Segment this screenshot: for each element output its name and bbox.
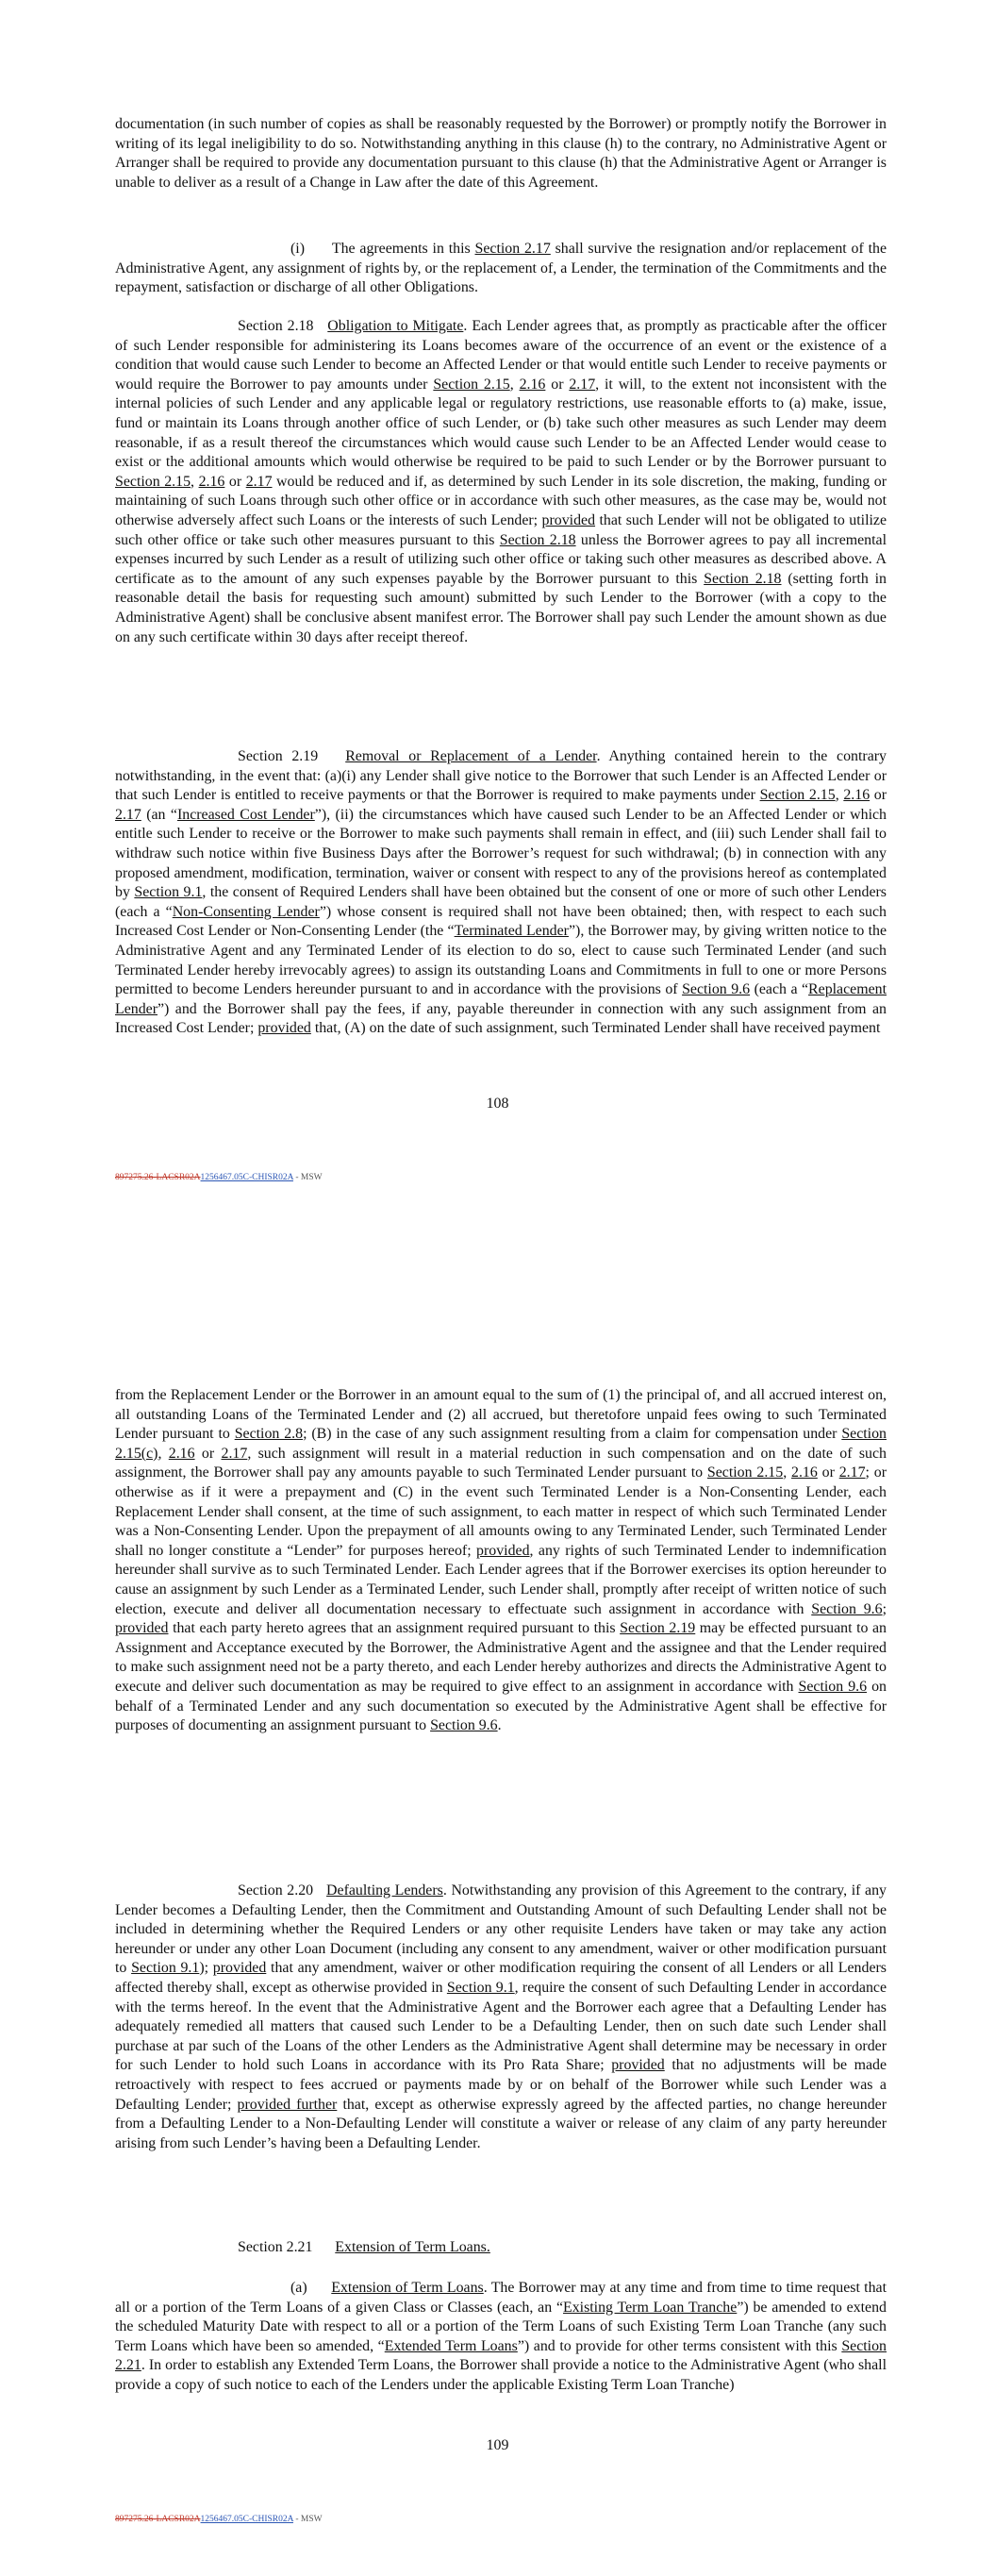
section-ref[interactable]: Section 2.15 — [759, 787, 836, 804]
section-title: Removal or Replacement of a Lender — [345, 748, 597, 764]
section-ref[interactable]: 2.16 — [791, 1464, 818, 1481]
paragraph-i — [115, 240, 887, 298]
section-ref[interactable]: Section 2.18 — [499, 531, 576, 548]
footer-suffix: - MSW — [292, 1173, 323, 1182]
defined-term: Existing Term Loan Tranche — [563, 2299, 738, 2316]
text: , the consent of Required Lenders shall have been obtained but the consent of one or more of such other Lenders (each a “ — [115, 884, 887, 920]
section-ref[interactable]: Section 9.6 — [430, 1717, 498, 1734]
text: that, except as otherwise expressly agreed by the affected parties, no change hereunder from a Defaulting Lender to a Non-Defaulting Lender will constitute a waiver or release of any claim of any party hereunder arising from such Lender’s having been a Defaulting Lender. — [115, 2096, 887, 2151]
text: ”), (ii) the circumstances which have caused such Lender to be an Affected Lender or which entitle such Lender to receive or the Borrower to make such payments shall remain in effect, and (iii) such Lender shall fail to withdraw such notice within five Business Days after the Borrower’s request for such withdrawal; (b) in connection with any proposed amendment, modification, termination, waiver or consent with respect to any of the provisions hereof as contemplated by — [115, 806, 887, 901]
section-number: Section 2.19 — [238, 748, 346, 764]
text: (an “ — [141, 806, 177, 823]
section-ref[interactable]: 2.17 — [569, 376, 596, 393]
text: that, (A) on the date of such assignment, such Terminated Lender shall have received payment — [310, 1020, 881, 1037]
section-ref[interactable]: Section 2.15 — [433, 376, 510, 393]
text: . In order to establish any Extended Term Loans, the Borrower shall provide a notice to the Administrative Agent (who shall provide a copy of such notice to each of the Lenders under the applicable Existing Term Loan Tranche) — [115, 2357, 887, 2393]
inserted-doc-id: 1256467.05C-CHISR02A — [200, 1173, 293, 1182]
document-footer-id — [115, 2515, 323, 2524]
text: or — [224, 473, 246, 490]
text: , — [158, 1445, 169, 1462]
section-ref[interactable]: 2.16 — [843, 787, 871, 804]
text: ”) whose consent is required shall not have been obtained; then, with respect to each such Increased Cost Lender or Non-Consenting Lender (the “ — [115, 903, 887, 940]
paragraph-continuation — [115, 115, 887, 192]
defined-term: Non-Consenting Lender — [172, 903, 320, 920]
defined-term: Extended Term Loans — [384, 2337, 518, 2354]
section-ref[interactable]: 2.17 — [221, 1445, 248, 1462]
text: on behalf of a Terminated Lender and any such documentation so executed by the Administrative Agent shall be effective for purposes of documenting an assignment pursuant to — [115, 1678, 887, 1734]
proviso-term: provided — [212, 1960, 267, 1977]
text: , any rights of such Terminated Lender to indemnification hereunder shall survive as to such Terminated Lender. Each Lender agrees that if the Borrower exercises its option hereunder to cause an assignment by such Lender as a Terminated Lender, such Lender shall, promptly after receipt of written notice of such election, execute and deliver all documentation necessary to effectuate such assignment in accordance with — [115, 1542, 887, 1617]
proviso-term: provided — [257, 1020, 311, 1037]
section-ref[interactable]: Section 9.1 — [446, 1979, 515, 1996]
text: would be reduced and if, as determined by such Lender in its sole discretion, the making, funding or maintaining of such Loans through such other office or in accordance with such other measures, as the case may be, would not otherwise adversely affect such Loans or the interests of such Lender; — [115, 473, 887, 528]
text: unless the Borrower agrees to pay all incremental expenses incurred by such Lender as a result of utilizing such other office or taking such other measures as described above. A certificate as to the amount of any such expenses payable by the Borrower pursuant to this — [115, 531, 887, 587]
section-ref[interactable]: Section 2.19 — [620, 1620, 696, 1637]
section-ref[interactable]: 2.17 — [838, 1464, 866, 1481]
section-ref[interactable]: Section 9.6 — [811, 1600, 883, 1617]
section-ref[interactable]: Section 9.6 — [798, 1678, 868, 1695]
text: . The Borrower may at any time and from time to time request that all or a portion of the Term Loans of a given Class or Classes (each, an “ — [115, 2280, 887, 2316]
proviso-term: provided — [476, 1542, 530, 1559]
section-number: Section 2.18 — [238, 318, 328, 334]
inserted-doc-id: 1256467.05C-CHISR02A — [200, 2515, 293, 2524]
text: ”) and the Borrower shall pay the fees, if any, payable thereunder in connection with any such assignment from an Increased Cost Lender; — [115, 1000, 887, 1037]
paragraph-i-lead: (i) The agreements in this — [290, 241, 475, 257]
text: , such assignment will result in a material reduction in such compensation and on the date of such assignment, the Borrower shall pay any amounts payable to such Terminated Lender pursuant to — [115, 1445, 887, 1481]
text: ; — [882, 1600, 887, 1617]
proviso-term: provided — [541, 511, 596, 528]
section-ref[interactable]: 2.16 — [519, 376, 546, 393]
footer-suffix: - MSW — [292, 2515, 323, 2524]
text: ”), the Borrower may, by giving written notice to the Administrative Agent and any Terminated Lender of its election to do so, elect to cause such Terminated Lender (and such Terminated Lender hereby irrevocably agrees) to assign its outstanding Loans and Commitments in full to one or more Persons permitted to become Lenders hereunder pursuant to and in accordance with the provisions of — [115, 923, 887, 998]
text: that any amendment, waiver or other modification requiring the consent of all Lenders or all Lenders affected thereby shall, except as otherwise provided in — [115, 1960, 887, 1996]
section-2-19 — [115, 747, 887, 1039]
text: . Each Lender agrees that, as promptly as practicable after the officer of such Lender responsible for administering its Loans becomes aware of the occurrence of an event or the existence of a condition that would cause such Lender to become an Affected Lender or that would entitle such Lender to receive payments or would require the Borrower to pay amounts under — [115, 318, 887, 393]
document-page-109 — [0, 1288, 995, 2576]
text: or — [817, 1464, 839, 1481]
text: . Anything contained herein to the contrary notwithstanding, in the event that: (a)(i) any Lender shall give notice to the Borrower that such Lender is an Affected Lender or that such Lender is entitled to receive payments or that the Borrower is required to make payments under — [115, 748, 887, 804]
deleted-doc-id: 897275.26-LACSR02A — [115, 1173, 201, 1182]
text: , require the consent of such Defaulting Lender in accordance with the terms hereof. In the event that the Administrative Agent and the Borrower each agree that a Defaulting Lender has adequately remedied all matters that caused such Lender to be a Defaulting Lender, then on such date such Lender shall purchase at par such of the Loans of the other Lenders as the Administrative Agent shall determine may be necessary in order for such Lender to hold such Loans in accordance with its Pro Rata Share; — [115, 1979, 887, 2074]
section-ref[interactable]: Section 2.18 — [704, 570, 782, 587]
text: (setting forth in reasonable detail the basis for requesting such amount) submitted by such Lender to the Borrower (with a copy to the Administrative Agent) shall be conclusive absent manifest error. The Borrower shall pay such Lender the amount shown as due on any such certificate within 30 days after receipt thereof. — [115, 570, 887, 645]
text: or — [870, 787, 887, 804]
proviso-term: provided further — [237, 2096, 338, 2113]
section-ref[interactable]: 2.16 — [198, 473, 225, 490]
text: . — [497, 1717, 502, 1734]
deleted-doc-id: 897275.26-LACSR02A — [115, 2515, 201, 2524]
defined-term: Increased Cost Lender — [176, 806, 315, 823]
text: , — [783, 1464, 792, 1481]
section-title: Defaulting Lenders — [326, 1882, 443, 1899]
text: that each party hereto agrees that an assignment required pursuant to this — [168, 1620, 621, 1637]
document-footer-id — [115, 1173, 323, 1182]
section-ref[interactable]: 2.16 — [168, 1445, 195, 1462]
paragraph-i-rest: shall survive the resignation and/or replacement of the Administrative Agent, any assignment of rights by, or the replacement of, a Lender, the termination of the Commitments and the repayment, satisfaction or discharge of all other Obligations. — [115, 241, 887, 296]
section-ref[interactable]: Section 2.21 — [115, 2337, 887, 2374]
text: ); — [199, 1960, 213, 1977]
text: ”) and to provide for other terms consistent with this — [517, 2337, 842, 2354]
section-number: Section 2.21 — [238, 2239, 336, 2255]
text: ; or otherwise as if it were a prepayment and (C) in the event such Terminated Lender is a Non-Consenting Lender, each Replacement Lender shall consent, at the time of such assignment, to each matter in respect of which such Terminated Lender was a Non-Consenting Lender. Upon the prepayment of all amounts owing to any Terminated Lender, such Terminated Lender shall no longer constitute a “Lender” for purposes hereof; — [115, 1464, 887, 1559]
section-2-19-continuation — [115, 1386, 887, 1736]
proviso-term: provided — [115, 1620, 169, 1637]
text: ; (B) in the case of any such assignment resulting from a claim for compensation under — [303, 1426, 842, 1443]
section-ref[interactable]: Section 2.15(c) — [115, 1426, 887, 1462]
section-2-20 — [115, 1882, 887, 2153]
paragraph-h-continuation: documentation (in such number of copies as shall be reasonably requested by the Borrower) or promptly notify the Borrower in writing of its legal ineligibility to do so. Notwithstanding anything in this clause (h) to the contrary, no Administrative Agent or Arranger shall be required to provide any documentation pursuant to this clause (h) that the Administrative Agent or Arranger is unable to deliver as a result of a Change in Law after the date of this Agreement. — [115, 116, 887, 191]
proviso-term: provided — [611, 2057, 665, 2074]
defined-term: Terminated Lender — [454, 923, 569, 940]
text: or — [194, 1445, 222, 1462]
section-2-18 — [115, 317, 887, 647]
section-ref[interactable]: Section 9.1 — [134, 884, 203, 901]
text: ”) be amended to extend the scheduled Maturity Date with respect to all or a portion of the Term Loans of such Existing Term Loan Tranche (any such Term Loans which have been so amended, “ — [115, 2299, 887, 2354]
page-number: 109 — [486, 2437, 509, 2453]
text: or — [545, 376, 570, 393]
section-ref[interactable]: Section 2.8 — [234, 1426, 304, 1443]
text: (each a “ — [750, 981, 809, 998]
section-ref[interactable]: 2.17 — [115, 806, 141, 823]
section-2-21-a — [115, 2279, 887, 2396]
section-2-21-heading — [238, 2239, 490, 2256]
section-ref[interactable]: Section 2.15 — [706, 1464, 784, 1481]
text: from the Replacement Lender or the Borrower in an amount equal to the sum of (1) the principal of, and all accrued interest on, all outstanding Loans of the Terminated Lender and (2) all accrued, but theretofore unpaid fees owing to such Terminated Lender pursuant to — [115, 1387, 887, 1443]
section-number: Section 2.20 — [238, 1882, 327, 1899]
subsection-title: Extension of Term Loans — [331, 2280, 484, 2296]
page-number: 108 — [486, 1096, 509, 1112]
text: that such Lender will not be obligated to utilize such other office or take such other measures pursuant to this — [115, 511, 887, 548]
text: (a) — [290, 2280, 332, 2296]
section-ref[interactable]: Section 2.17 — [474, 241, 551, 257]
defined-term: Replacement Lender — [115, 981, 887, 1017]
section-ref[interactable]: Section 2.15 — [115, 473, 191, 490]
text: , it will, to the extent not inconsistent with the internal policies of such Lender and any applicable legal or regulatory restrictions, use reasonable efforts to (a) make, issue, fund or maintain its Loans through another office of such Lender, or (b) take such other measures as such Lender may deem reasonable, if as a result thereof the circumstances which would cause such Lender to be an Affected Lender would cease to exist or the additional amounts which would otherwise be required to be paid to such Lender or by the Borrower pursuant to — [115, 376, 887, 471]
section-ref[interactable]: Section 9.6 — [682, 981, 751, 998]
text: , — [509, 376, 520, 393]
text: , — [835, 787, 844, 804]
text: that no adjustments will be made retroactively with respect to fees accrued or payments made by or on behalf of the Borrower while such Lender was a Defaulting Lender; — [115, 2057, 887, 2113]
text: . Notwithstanding any provision of this Agreement to the contrary, if any Lender becomes a Defaulting Lender, then the Commitment and Outstanding Amount of such Defaulting Lender shall not be included in determining whether the Required Lenders or any other requisite Lenders have taken or may take any action hereunder or under any other Loan Document (including any consent to any amendment, waiver or other modification pursuant to — [115, 1882, 887, 1977]
text: , — [191, 473, 199, 490]
section-ref[interactable]: 2.17 — [245, 473, 273, 490]
section-ref[interactable]: Section 9.1 — [131, 1960, 200, 1977]
text: may be effected pursuant to an Assignment and Acceptance executed by the Borrower, the Administrative Agent and the assignee and that the Lender required to make such assignment need not be a party thereto, and each Lender hereby authorizes and directs the Administrative Agent to execute and deliver such documentation as may be required to give effect to an assignment in accordance with — [115, 1620, 887, 1695]
section-title: Obligation to Mitigate — [327, 318, 464, 334]
section-title: Extension of Term Loans. — [335, 2239, 490, 2255]
